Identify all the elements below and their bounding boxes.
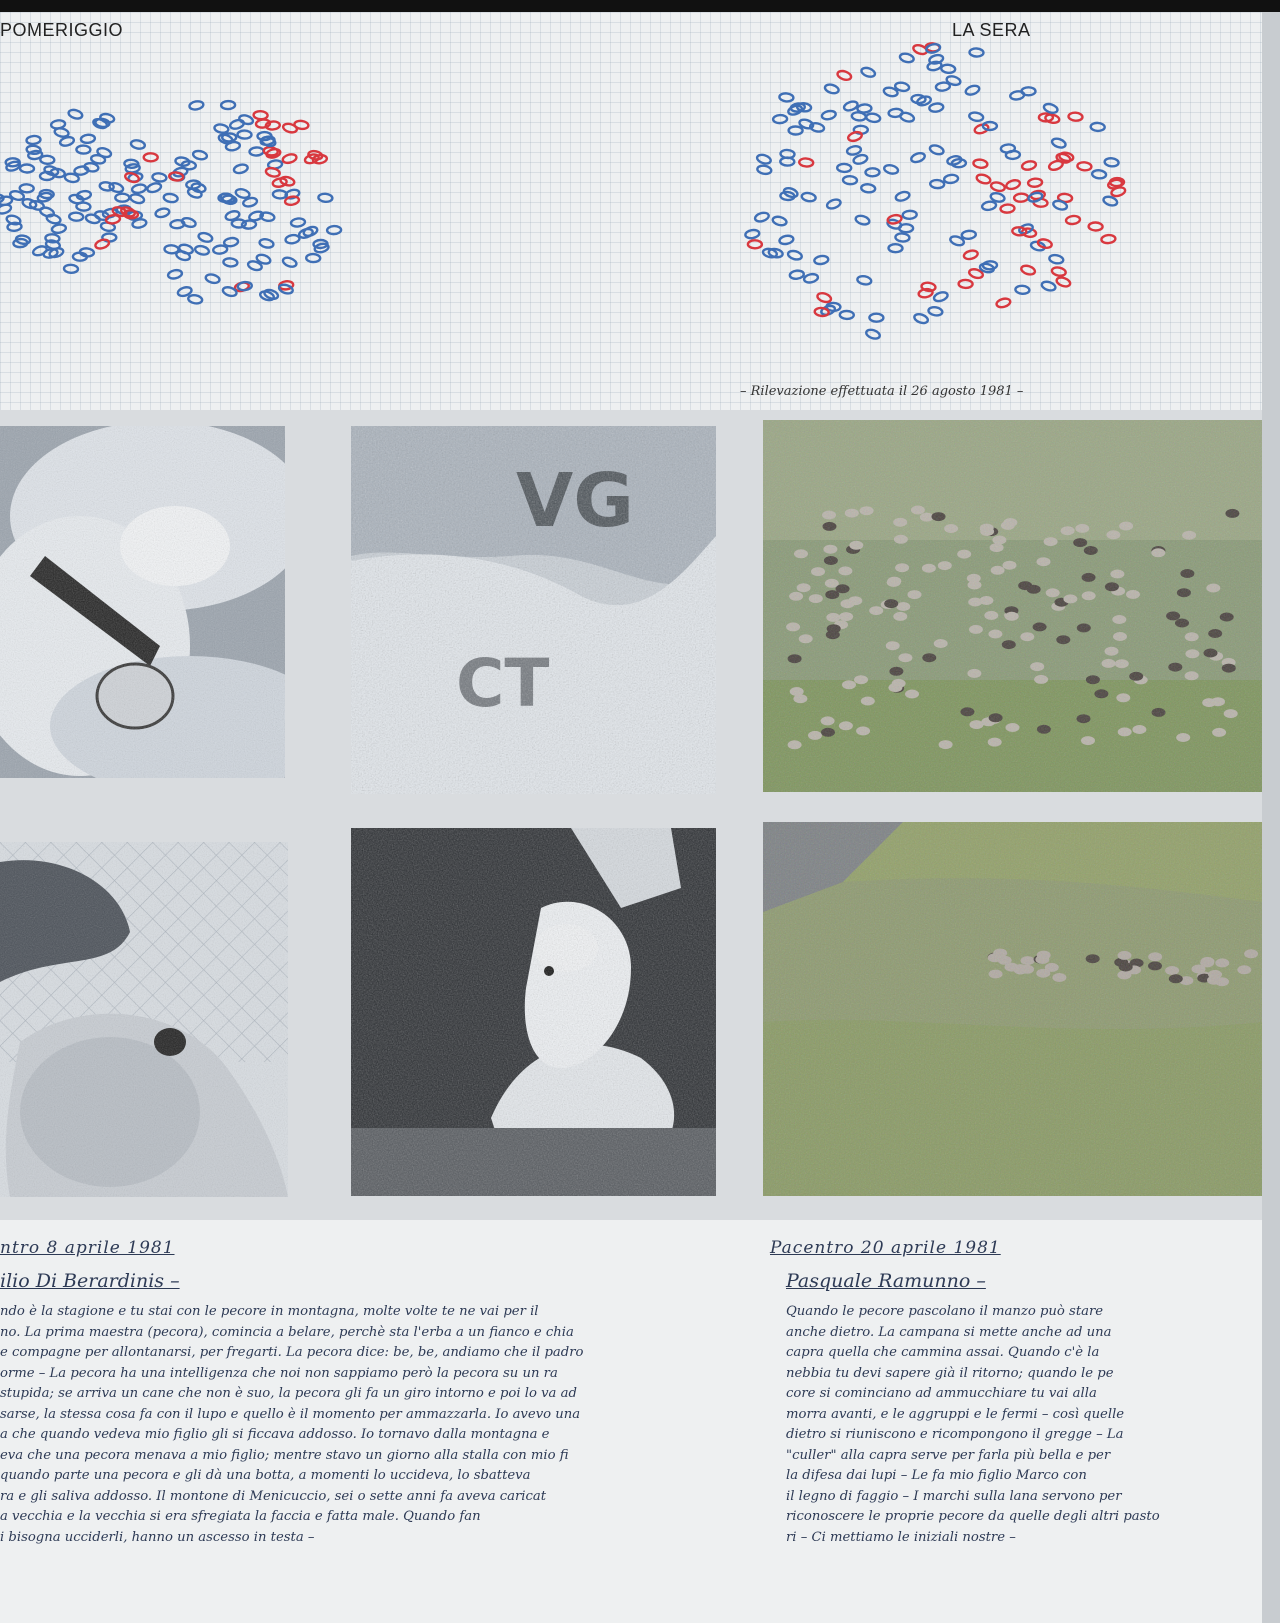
blue-oval-mark: [214, 123, 229, 133]
blue-oval-mark: [1041, 280, 1057, 292]
blue-oval-mark: [303, 225, 319, 237]
blue-oval-mark: [327, 226, 341, 235]
flock-in-line-photo: [763, 822, 1262, 1196]
red-oval-mark: [1068, 112, 1083, 121]
blue-oval-mark: [306, 254, 320, 262]
red-oval-mark: [266, 148, 281, 159]
red-oval-mark: [1066, 215, 1081, 225]
blue-oval-mark: [249, 147, 263, 156]
blue-oval-mark: [846, 145, 861, 156]
red-oval-mark: [836, 69, 852, 81]
blue-oval-mark: [826, 198, 842, 210]
blue-oval-mark: [843, 100, 859, 112]
blue-oval-mark: [757, 165, 772, 175]
blue-oval-mark: [941, 64, 956, 73]
red-oval-mark: [1014, 193, 1028, 202]
right-author: Pasquale Ramunno –: [786, 1270, 986, 1292]
blue-oval-mark: [824, 83, 840, 95]
blue-oval-mark: [238, 114, 254, 126]
blue-oval-mark: [205, 273, 221, 284]
blue-oval-mark: [969, 112, 984, 122]
right-place-date: Pacentro 20 aprile 1981: [770, 1238, 1001, 1258]
blue-oval-mark: [935, 82, 950, 92]
red-oval-mark: [799, 158, 814, 167]
blue-oval-mark: [194, 245, 210, 256]
left-author: ilio Di Berardinis –: [0, 1270, 180, 1292]
blue-oval-mark: [843, 176, 857, 185]
blue-oval-mark: [803, 273, 818, 284]
blue-oval-mark: [129, 193, 145, 205]
blue-oval-mark: [1022, 87, 1036, 95]
blue-oval-mark: [155, 207, 171, 218]
evening-label: LA SERA: [952, 20, 1031, 40]
blue-oval-mark: [64, 264, 78, 273]
blue-oval-mark: [20, 184, 34, 192]
blue-oval-mark: [779, 235, 794, 246]
red-oval-mark: [918, 288, 933, 298]
red-oval-mark: [282, 153, 298, 164]
blue-oval-mark: [789, 126, 803, 134]
blue-oval-mark: [745, 229, 760, 239]
blue-oval-mark: [773, 115, 787, 124]
blue-oval-mark: [221, 101, 235, 109]
blue-oval-mark: [929, 144, 945, 156]
blue-oval-mark: [229, 119, 245, 131]
red-oval-mark: [958, 280, 972, 288]
blue-oval-mark: [789, 270, 804, 280]
red-oval-mark: [94, 238, 110, 250]
wool-marks-photo: [351, 426, 716, 794]
blue-oval-mark: [1092, 170, 1107, 179]
blue-oval-mark: [814, 255, 829, 265]
red-oval-mark: [294, 120, 309, 130]
blue-oval-mark: [899, 52, 915, 63]
red-oval-mark: [816, 292, 832, 304]
blue-oval-mark: [869, 314, 883, 322]
red-oval-mark: [144, 153, 158, 161]
blue-oval-mark: [787, 250, 803, 261]
right-testimony-text: Quando le pecore pascolano il manzo può stare anche dietro. La campana si mette anche ad una capra quella che cammina assai. Quando c'è la nebbia tu devi sapere già il ritorno; quando le pe core si cominciano ad ammucchiare tu vai alla morra avanti, e le aggruppi e le fermi – così quelle dietro si riuniscono e ricompongono il gregge – La "culler" alla capra serve per farla più bella e per la difesa dai lupi – Le fa mio figlio Marco con il legno di faggio – I marchi sulla lana servono per riconoscere le proprie pecore da quelle degli altri pasto ri – Ci mettiamo le iniziali nostre –: [786, 1304, 1160, 1545]
blue-oval-mark: [233, 163, 249, 174]
blue-oval-mark: [913, 313, 929, 325]
blue-oval-mark: [944, 174, 959, 183]
blue-oval-mark: [152, 173, 167, 183]
red-oval-mark: [1055, 276, 1071, 288]
blue-oval-mark: [860, 66, 876, 78]
blue-oval-mark: [928, 306, 943, 316]
blue-oval-mark: [163, 193, 178, 203]
blue-oval-mark: [115, 194, 129, 202]
blue-oval-mark: [188, 294, 203, 304]
red-oval-mark: [1051, 266, 1066, 277]
red-oval-mark: [1028, 178, 1043, 187]
red-oval-mark: [1088, 222, 1102, 230]
afternoon-label: POMERIGGIO: [0, 20, 124, 40]
blue-oval-mark: [865, 168, 879, 176]
top-edge-bar: [0, 0, 1280, 12]
blue-oval-mark: [282, 256, 298, 268]
red-oval-mark: [1077, 162, 1092, 171]
left-testimony-text: ndo è la stagione e tu stai con le pecore in montagna, molte volte te ne vai per il no. La prima maestra (pecora), comincia a belare, perchè sta l'erba a un fianco e chia e compagne per allontanarsi, per fregarti. La pecora dice: be, be, andiamo che il padro orme – La pecora ha una intelligenza che noi non sappiamo però la pecora su un ra stupida; se arriva un cane che non è suo, la pecora gli fa un giro intorno e poi lo va ad sarse, la stessa cosa fa con il lupo e quello è il momento per ammazzarla. Io avevo una a che quando vedeva mio figlio gli si ficcava addosso. Io tornavo dalla montagna e eva che una pecora menava a mio figlio; mentre stavo un giorno alla stalla con mio fi quando parte una pecora e gli dà una botta, a momenti lo uccideva, lo sbatteva ra e gli saliva addosso. Il montone di Menicuccio, sei o sette anni fa aveva caricat a vecchia e la vecchia si era sfregiata la faccia e fatta male. Quando fan i bisogna ucciderli, hanno un ascesso in testa –: [0, 1304, 584, 1545]
red-oval-mark: [976, 173, 992, 185]
blue-oval-mark: [837, 164, 851, 172]
blue-oval-mark: [318, 193, 333, 202]
blue-oval-mark: [130, 139, 145, 150]
blue-oval-mark: [1104, 158, 1119, 167]
blue-oval-mark: [96, 147, 112, 159]
red-oval-mark: [996, 297, 1012, 308]
blue-oval-mark: [81, 134, 96, 143]
blue-oval-mark: [39, 206, 55, 218]
blue-oval-mark: [930, 180, 945, 189]
blue-oval-mark: [223, 258, 238, 267]
blue-oval-mark: [933, 291, 949, 303]
blue-oval-mark: [888, 244, 902, 252]
red-oval-mark: [1000, 204, 1015, 213]
sheep-with-bell-photo: [0, 426, 285, 778]
blue-oval-mark: [1049, 254, 1064, 264]
blue-oval-mark: [899, 224, 913, 232]
blue-oval-mark: [198, 232, 214, 244]
red-oval-mark: [963, 249, 979, 260]
red-oval-mark: [1037, 238, 1052, 249]
blue-oval-mark: [167, 269, 182, 280]
blue-oval-mark: [259, 238, 274, 249]
blue-oval-mark: [982, 201, 997, 211]
blue-oval-mark: [237, 130, 251, 138]
blue-oval-mark: [189, 100, 204, 110]
red-oval-mark: [748, 240, 762, 248]
blue-oval-mark: [861, 184, 876, 193]
blue-oval-mark: [756, 153, 772, 165]
left-place-date: ntro 8 aprile 1981: [0, 1238, 175, 1258]
blue-oval-mark: [131, 183, 146, 194]
blue-oval-mark: [20, 164, 34, 172]
blue-oval-mark: [895, 233, 910, 242]
blue-oval-mark: [780, 150, 795, 159]
blue-oval-mark: [7, 222, 22, 231]
blue-oval-mark: [857, 104, 871, 113]
blue-oval-mark: [45, 234, 60, 243]
flock-on-hillside-photo: [763, 420, 1262, 792]
blue-oval-mark: [883, 164, 898, 175]
blue-oval-mark: [929, 103, 944, 113]
red-oval-mark: [253, 111, 267, 120]
blue-oval-mark: [801, 192, 816, 202]
blue-oval-mark: [1028, 191, 1044, 203]
blue-oval-mark: [772, 215, 788, 226]
red-oval-mark: [1005, 179, 1021, 191]
blue-oval-mark: [866, 113, 881, 123]
red-oval-mark: [990, 181, 1006, 192]
blue-oval-mark: [903, 210, 917, 219]
blue-oval-mark: [187, 187, 203, 199]
blue-oval-mark: [1051, 137, 1067, 149]
red-oval-mark: [847, 131, 863, 143]
red-oval-mark: [1101, 235, 1116, 244]
blue-oval-mark: [68, 108, 84, 120]
red-oval-mark: [1021, 160, 1036, 171]
blue-oval-mark: [840, 311, 854, 319]
blue-oval-mark: [961, 230, 976, 239]
blue-oval-mark: [821, 110, 836, 121]
blue-oval-mark: [248, 210, 264, 222]
goats-photo: [0, 842, 288, 1197]
blue-oval-mark: [76, 145, 90, 153]
blue-oval-mark: [69, 212, 83, 221]
blue-oval-mark: [192, 150, 207, 161]
blue-oval-mark: [1006, 151, 1020, 160]
blue-oval-mark: [779, 93, 794, 102]
blue-oval-mark: [910, 152, 926, 164]
blue-oval-mark: [965, 84, 981, 96]
blue-oval-mark: [857, 275, 872, 285]
blue-oval-mark: [146, 182, 162, 194]
blue-oval-mark: [969, 48, 983, 57]
blue-oval-mark: [178, 243, 194, 255]
blue-oval-mark: [1091, 123, 1105, 132]
red-oval-mark: [272, 177, 287, 188]
blue-oval-mark: [26, 135, 41, 144]
blue-oval-mark: [1015, 285, 1030, 294]
blue-oval-mark: [285, 234, 300, 244]
flock-dot-diagram: [0, 12, 1262, 410]
blue-oval-mark: [754, 211, 770, 223]
blue-oval-mark: [865, 328, 881, 340]
sheepdog-photo: [351, 828, 716, 1196]
red-oval-mark: [1020, 264, 1036, 276]
page-edge-strip: [1262, 12, 1280, 1623]
blue-oval-mark: [983, 122, 997, 130]
survey-date-note: – Rilevazione effettuata il 26 agosto 1981 –: [740, 384, 1024, 399]
blue-oval-mark: [855, 214, 871, 226]
blue-oval-mark: [51, 224, 66, 234]
red-oval-mark: [973, 159, 988, 169]
blue-oval-mark: [895, 190, 911, 202]
blue-oval-mark: [213, 245, 228, 254]
blue-oval-mark: [291, 218, 306, 228]
blue-oval-mark: [99, 181, 114, 191]
